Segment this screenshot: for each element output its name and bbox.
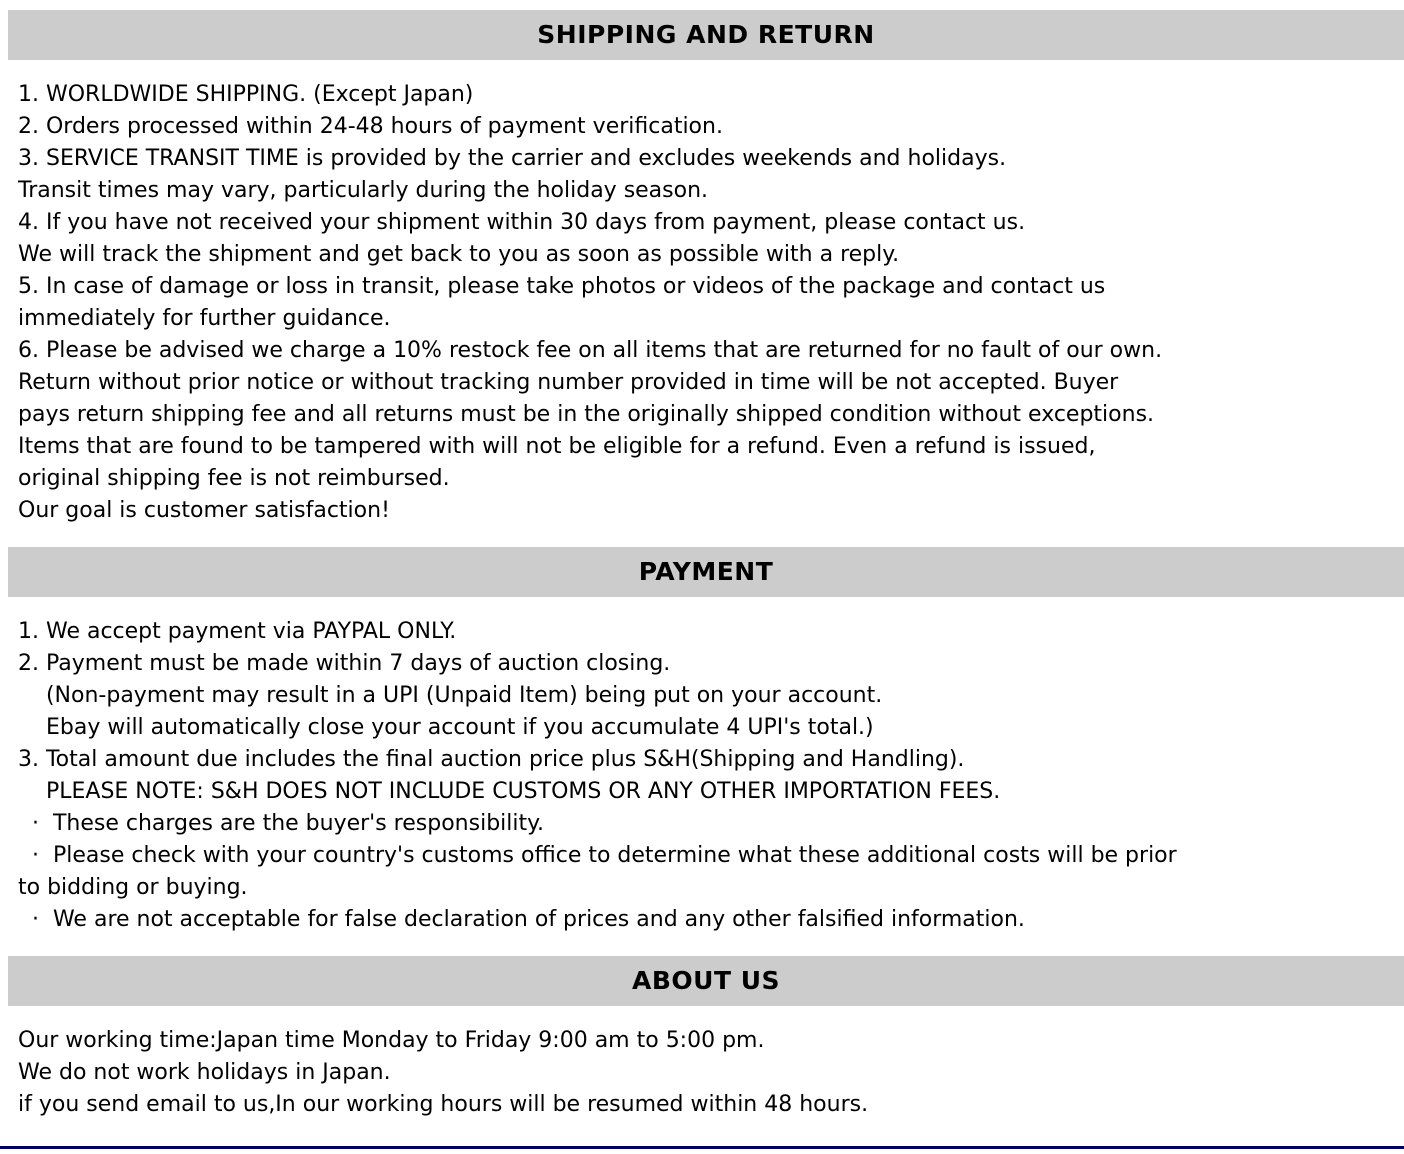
text-line: We do not work holidays in Japan.: [18, 1060, 391, 1085]
text-line: PLEASE NOTE: S&H DOES NOT INCLUDE CUSTOMS OR ANY OTHER IMPORTATION FEES.: [18, 779, 1001, 804]
section-body-shipping-return: [0, 60, 1404, 547]
section-about-us: [0, 956, 1404, 1141]
text-line: if you send email to us,In our working hours will be resumed within 48 hours.: [18, 1092, 869, 1117]
text-line: 2. Orders processed within 24-48 hours of payment verification.: [18, 114, 723, 139]
text-line: original shipping fee is not reimbursed.: [18, 466, 450, 491]
text-line: to bidding or buying.: [18, 875, 248, 900]
section-body-about-us: [0, 1006, 1404, 1141]
text-line: (Non-payment may result in a UPI (Unpaid Item) being put on your account.: [18, 683, 883, 708]
text-line: · We are not acceptable for false declaration of prices and any other falsified information.: [18, 907, 1025, 932]
text-line: · These charges are the buyer's responsibility.: [18, 811, 544, 836]
text-line: · Please check with your country's customs office to determine what these additional costs will be prior: [18, 843, 1177, 868]
section-payment: [0, 547, 1404, 956]
text-line: 5. In case of damage or loss in transit, please take photos or videos of the package and contact us: [18, 274, 1106, 299]
text-line: Transit times may vary, particularly during the holiday season.: [18, 178, 709, 203]
text-line: Our working time:Japan time Monday to Friday 9:00 am to 5:00 pm.: [18, 1028, 765, 1053]
text-line: Return without prior notice or without tracking number provided in time will be not accepted. Buyer: [18, 370, 1119, 395]
text-line: 2. Payment must be made within 7 days of auction closing.: [18, 651, 671, 676]
section-header-shipping-return: SHIPPING AND RETURN: [8, 10, 1404, 60]
text-line: Our goal is customer satisfaction!: [18, 498, 390, 523]
text-line: 4. If you have not received your shipment within 30 days from payment, please contact us.: [18, 210, 1026, 235]
text-line: immediately for further guidance.: [18, 306, 391, 331]
text-line: 3. Total amount due includes the final auction price plus S&H(Shipping and Handling).: [18, 747, 965, 772]
text-line: pays return shipping fee and all returns must be in the originally shipped condition without exceptions.: [18, 402, 1155, 427]
text-line: 6. Please be advised we charge a 10% restock fee on all items that are returned for no fault of our own.: [18, 338, 1163, 363]
text-line: 1. We accept payment via PAYPAL ONLY.: [18, 619, 457, 644]
text-line: Ebay will automatically close your account if you accumulate 4 UPI's total.): [18, 715, 874, 740]
section-header-about-us: ABOUT US: [8, 956, 1404, 1006]
text-line: Items that are found to be tampered with will not be eligible for a refund. Even a refund is issued,: [18, 434, 1096, 459]
text-line: 3. SERVICE TRANSIT TIME is provided by the carrier and excludes weekends and holidays.: [18, 146, 1007, 171]
text-line: We will track the shipment and get back to you as soon as possible with a reply.: [18, 242, 900, 267]
section-header-payment: PAYMENT: [8, 547, 1404, 597]
text-line: 1. WORLDWIDE SHIPPING. (Except Japan): [18, 82, 474, 107]
bottom-divider: [0, 1146, 1404, 1149]
section-shipping-return: [0, 10, 1404, 547]
section-body-payment: [0, 597, 1404, 956]
